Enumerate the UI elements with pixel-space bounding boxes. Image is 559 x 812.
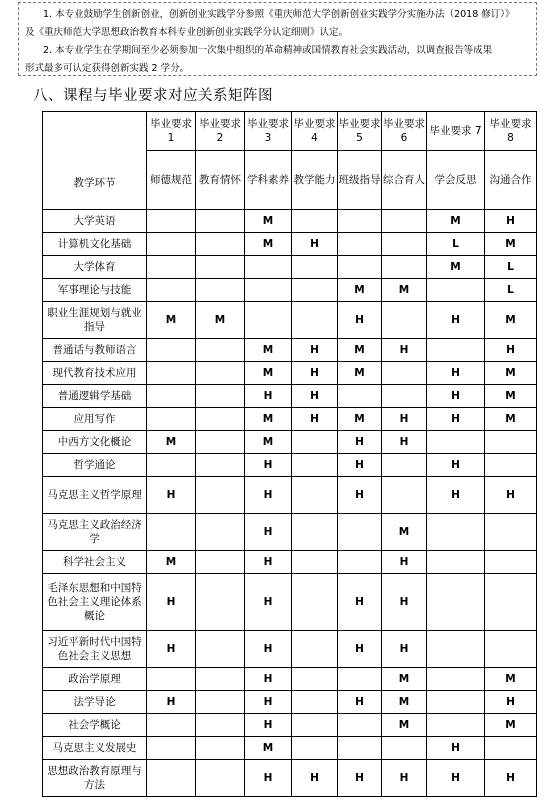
table-row — [43, 210, 537, 233]
course-requirement-matrix — [42, 111, 537, 797]
level-cell: H — [147, 477, 196, 514]
requirement-header: 毕业要求 5 — [338, 112, 382, 151]
dimension-header: 沟通合作 — [485, 151, 537, 210]
level-cell: M — [245, 737, 292, 760]
level-cell — [427, 279, 485, 302]
note-line-3: 2. 本专业学生在学期间至少必须参加一次集中组织的革命精神或国情教育社会实践活动，以调查报告等成果 — [43, 45, 493, 56]
level-cell — [245, 302, 292, 339]
course-name: 马克思主义发展史 — [43, 737, 147, 760]
level-cell: L — [485, 279, 537, 302]
level-cell: H — [427, 385, 485, 408]
level-cell — [427, 431, 485, 454]
level-cell — [338, 514, 382, 551]
level-cell — [196, 233, 245, 256]
table-row — [43, 691, 537, 714]
level-cell: H — [427, 408, 485, 431]
level-cell: H — [147, 574, 196, 631]
level-cell: H — [245, 691, 292, 714]
level-cell: M — [485, 408, 537, 431]
level-cell — [147, 385, 196, 408]
course-name: 现代教育技术应用 — [43, 362, 147, 385]
level-cell: M — [147, 551, 196, 574]
level-cell — [338, 233, 382, 256]
level-cell — [196, 514, 245, 551]
level-cell — [292, 631, 338, 668]
level-cell — [196, 477, 245, 514]
level-cell — [485, 454, 537, 477]
level-cell: M — [338, 362, 382, 385]
level-cell: H — [245, 514, 292, 551]
col-header-label: 教学环节 — [73, 176, 116, 189]
level-cell: H — [485, 691, 537, 714]
course-name: 大学英语 — [43, 210, 147, 233]
course-name: 哲学通论 — [43, 454, 147, 477]
table-row — [43, 477, 537, 514]
level-cell — [427, 574, 485, 631]
level-cell — [485, 631, 537, 668]
level-cell — [147, 408, 196, 431]
level-cell — [382, 454, 427, 477]
level-cell: H — [338, 574, 382, 631]
level-cell — [196, 668, 245, 691]
level-cell: M — [245, 233, 292, 256]
level-cell: H — [382, 431, 427, 454]
level-cell: H — [292, 362, 338, 385]
table-row — [43, 362, 537, 385]
table-row — [43, 339, 537, 362]
level-cell — [427, 339, 485, 362]
table-row — [43, 233, 537, 256]
level-cell — [147, 514, 196, 551]
level-cell — [292, 256, 338, 279]
dimension-header: 学会反思 — [427, 151, 485, 210]
level-cell: M — [382, 514, 427, 551]
course-name: 大学体育 — [43, 256, 147, 279]
level-cell: M — [485, 668, 537, 691]
course-name: 军事理论与技能 — [43, 279, 147, 302]
level-cell — [196, 737, 245, 760]
level-cell: H — [147, 631, 196, 668]
note-line-4: 形式最多可认定获得创新实践 2 学分。 — [25, 63, 190, 74]
level-cell — [147, 668, 196, 691]
note-line-1: 1. 本专业鼓励学生创新创业，创新创业实践学分参照《重庆师范大学创新创业实践学分实施办法（2018 修订）》 — [43, 9, 515, 20]
course-name: 马克思主义哲学原理 — [43, 477, 147, 514]
level-cell: M — [245, 210, 292, 233]
level-cell: M — [196, 302, 245, 339]
level-cell: H — [485, 760, 537, 797]
table-row — [43, 514, 537, 551]
level-cell: M — [427, 210, 485, 233]
course-name: 习近平新时代中国特色社会主义思想 — [43, 631, 147, 668]
level-cell: H — [427, 454, 485, 477]
level-cell: M — [382, 279, 427, 302]
level-cell — [147, 362, 196, 385]
dimension-header: 教育情怀 — [196, 151, 245, 210]
requirement-header: 毕业要求 2 — [196, 112, 245, 151]
level-cell — [196, 714, 245, 737]
level-cell: H — [245, 631, 292, 668]
level-cell: H — [427, 477, 485, 514]
level-cell — [196, 431, 245, 454]
level-cell — [427, 631, 485, 668]
level-cell: H — [245, 385, 292, 408]
table-row — [43, 256, 537, 279]
level-cell — [292, 668, 338, 691]
course-name: 中西方文化概论 — [43, 431, 147, 454]
level-cell: H — [147, 691, 196, 714]
level-cell — [292, 737, 338, 760]
level-cell — [292, 431, 338, 454]
level-cell — [292, 210, 338, 233]
level-cell: H — [382, 408, 427, 431]
level-cell — [147, 279, 196, 302]
level-cell — [427, 668, 485, 691]
level-cell: H — [382, 760, 427, 797]
level-cell — [292, 302, 338, 339]
level-cell: M — [382, 714, 427, 737]
level-cell — [147, 210, 196, 233]
header-corner-cell — [43, 112, 147, 210]
level-cell: M — [485, 233, 537, 256]
requirement-header: 毕业要求 4 — [292, 112, 338, 151]
dimension-header: 综合育人 — [382, 151, 427, 210]
level-cell — [147, 454, 196, 477]
level-cell: L — [427, 233, 485, 256]
level-cell: H — [427, 737, 485, 760]
table-row — [43, 431, 537, 454]
level-cell — [292, 574, 338, 631]
level-cell — [147, 339, 196, 362]
level-cell: H — [382, 631, 427, 668]
level-cell — [196, 574, 245, 631]
level-cell — [147, 256, 196, 279]
level-cell: H — [245, 668, 292, 691]
level-cell — [338, 256, 382, 279]
course-name: 思想政治教育原理与方法 — [43, 760, 147, 797]
level-cell: M — [245, 408, 292, 431]
course-name: 马克思主义政治经济学 — [43, 514, 147, 551]
level-cell: H — [245, 551, 292, 574]
level-cell: H — [245, 454, 292, 477]
level-cell: H — [292, 233, 338, 256]
level-cell: H — [338, 302, 382, 339]
level-cell — [292, 551, 338, 574]
level-cell — [338, 551, 382, 574]
table-row — [43, 551, 537, 574]
level-cell — [147, 714, 196, 737]
course-name: 计算机文化基础 — [43, 233, 147, 256]
requirement-header: 毕业要求 7 — [427, 112, 485, 151]
level-cell: H — [245, 714, 292, 737]
level-cell — [338, 668, 382, 691]
level-cell — [196, 362, 245, 385]
table-row — [43, 574, 537, 631]
table-row — [43, 737, 537, 760]
level-cell — [147, 760, 196, 797]
level-cell: M — [338, 279, 382, 302]
level-cell — [427, 691, 485, 714]
note-line-2: 及《重庆师范大学思想政治教育本科专业创新创业实践学分认定细则》认定。 — [25, 27, 349, 38]
course-name: 应用写作 — [43, 408, 147, 431]
level-cell: M — [485, 385, 537, 408]
course-name: 职业生涯规划与就业指导 — [43, 302, 147, 339]
level-cell: H — [245, 760, 292, 797]
level-cell — [485, 431, 537, 454]
level-cell: H — [292, 385, 338, 408]
requirement-header: 毕业要求 3 — [245, 112, 292, 151]
level-cell — [382, 210, 427, 233]
level-cell — [147, 737, 196, 760]
level-cell: M — [427, 256, 485, 279]
level-cell: M — [245, 339, 292, 362]
course-name: 毛泽东思想和中国特色社会主义理论体系概论 — [43, 574, 147, 631]
level-cell: M — [338, 408, 382, 431]
level-cell — [196, 551, 245, 574]
level-cell — [196, 279, 245, 302]
course-name: 普通逻辑学基础 — [43, 385, 147, 408]
course-name: 普通话与教师语言 — [43, 339, 147, 362]
level-cell: H — [427, 760, 485, 797]
table-row — [43, 714, 537, 737]
level-cell — [382, 385, 427, 408]
level-cell — [196, 210, 245, 233]
level-cell: M — [147, 302, 196, 339]
level-cell — [292, 514, 338, 551]
level-cell: H — [485, 210, 537, 233]
level-cell: H — [245, 477, 292, 514]
level-cell: H — [427, 302, 485, 339]
course-name: 科学社会主义 — [43, 551, 147, 574]
level-cell — [292, 477, 338, 514]
level-cell — [292, 279, 338, 302]
level-cell — [196, 256, 245, 279]
level-cell — [382, 362, 427, 385]
section-heading: 八、课程与毕业要求对应关系矩阵图 — [33, 88, 273, 104]
level-cell: M — [245, 431, 292, 454]
table-row — [43, 668, 537, 691]
level-cell — [196, 631, 245, 668]
level-cell — [147, 233, 196, 256]
level-cell: M — [338, 339, 382, 362]
notes-box — [18, 2, 537, 76]
level-cell: H — [338, 691, 382, 714]
level-cell — [427, 514, 485, 551]
level-cell — [485, 574, 537, 631]
level-cell — [382, 302, 427, 339]
table-row — [43, 631, 537, 668]
requirement-header: 毕业要求 1 — [147, 112, 196, 151]
level-cell: L — [485, 256, 537, 279]
level-cell: H — [292, 339, 338, 362]
level-cell — [382, 737, 427, 760]
dimension-header: 教学能力 — [292, 151, 338, 210]
level-cell: M — [245, 362, 292, 385]
level-cell: M — [382, 691, 427, 714]
requirement-header: 毕业要求 8 — [485, 112, 537, 151]
level-cell — [196, 339, 245, 362]
level-cell — [338, 210, 382, 233]
table-row — [43, 302, 537, 339]
level-cell — [196, 385, 245, 408]
level-cell: H — [338, 454, 382, 477]
level-cell — [485, 737, 537, 760]
course-name: 法学导论 — [43, 691, 147, 714]
level-cell — [338, 385, 382, 408]
level-cell: M — [382, 668, 427, 691]
level-cell — [292, 454, 338, 477]
level-cell — [485, 551, 537, 574]
level-cell — [338, 714, 382, 737]
level-cell — [382, 477, 427, 514]
level-cell — [427, 714, 485, 737]
level-cell: H — [382, 574, 427, 631]
level-cell: H — [338, 431, 382, 454]
level-cell — [292, 714, 338, 737]
level-cell — [292, 691, 338, 714]
level-cell: H — [338, 760, 382, 797]
requirement-header: 毕业要求 6 — [382, 112, 427, 151]
level-cell — [338, 737, 382, 760]
level-cell: H — [338, 477, 382, 514]
level-cell — [245, 256, 292, 279]
level-cell: H — [485, 339, 537, 362]
level-cell: H — [292, 760, 338, 797]
level-cell: H — [382, 339, 427, 362]
level-cell — [196, 760, 245, 797]
level-cell — [427, 551, 485, 574]
level-cell: H — [245, 574, 292, 631]
table-row — [43, 760, 537, 797]
level-cell — [196, 454, 245, 477]
level-cell: H — [292, 408, 338, 431]
table-row — [43, 454, 537, 477]
level-cell: H — [338, 631, 382, 668]
table-row — [43, 279, 537, 302]
level-cell — [196, 408, 245, 431]
dimension-header: 学科素养 — [245, 151, 292, 210]
level-cell — [382, 233, 427, 256]
level-cell: M — [485, 714, 537, 737]
course-name: 社会学概论 — [43, 714, 147, 737]
table-row — [43, 385, 537, 408]
level-cell — [196, 691, 245, 714]
dimension-header: 班级指导 — [338, 151, 382, 210]
level-cell: H — [382, 551, 427, 574]
level-cell — [382, 256, 427, 279]
level-cell: H — [485, 477, 537, 514]
level-cell: H — [427, 362, 485, 385]
level-cell: M — [147, 431, 196, 454]
level-cell: M — [485, 362, 537, 385]
level-cell — [485, 514, 537, 551]
table-row — [43, 408, 537, 431]
level-cell — [245, 279, 292, 302]
dimension-header: 师德规范 — [147, 151, 196, 210]
level-cell: M — [485, 302, 537, 339]
course-name: 政治学原理 — [43, 668, 147, 691]
